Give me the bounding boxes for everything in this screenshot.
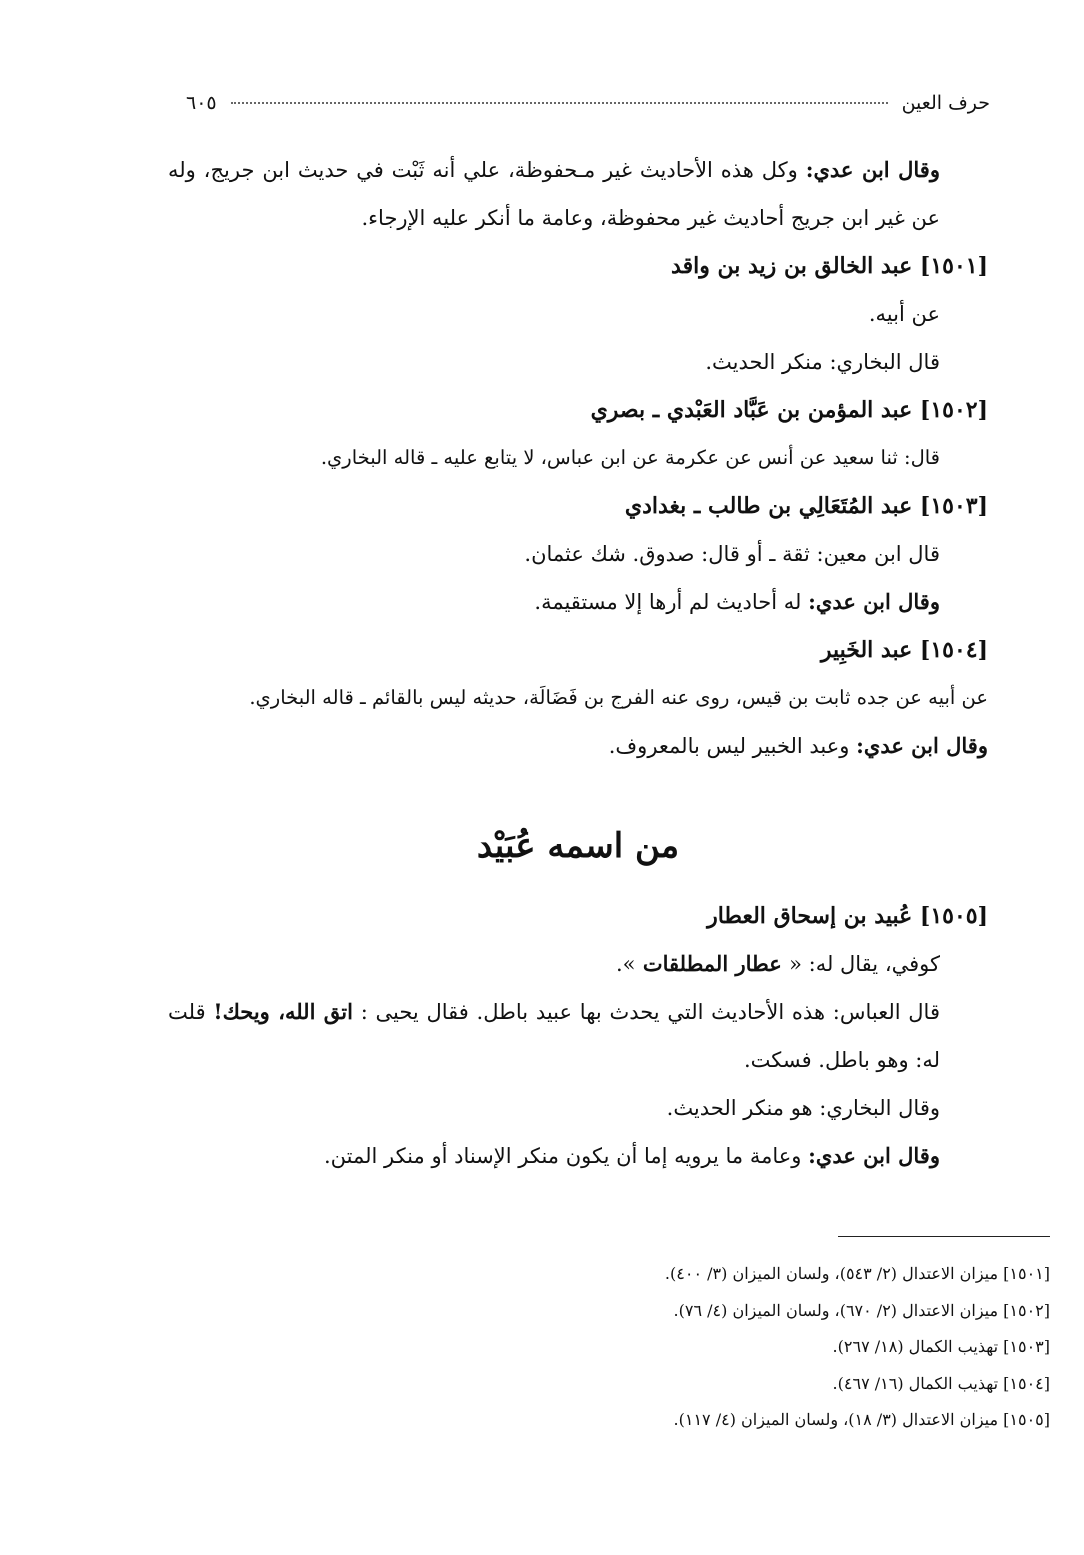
entry-1505-line-2 — [168, 988, 988, 1084]
footnote-1501: [١٥٠١] ميزان الاعتدال (٢/ ٥٤٣)، ولسان الميزان (٣/ ٤٠٠). — [664, 1264, 1050, 1283]
entry-1504-line-2 — [168, 722, 988, 770]
entry-1504-heading: [١٥٠٤] عبد الخَبِير — [820, 637, 988, 663]
page-number: ٦٠٥ — [186, 92, 217, 114]
main-text — [168, 146, 988, 1180]
entry-1505-line-3: وقال البخاري: هو منكر الحديث. — [666, 1096, 940, 1120]
entry-1503-line-2 — [168, 578, 988, 626]
entry-1505-l1-post: ». — [615, 952, 636, 976]
entry-1503-line-1: قال ابن معين: ثقة ـ أو قال: صدوق. شك عثمان. — [524, 542, 940, 566]
entry-1505-l2-a: قال العباس: هذه الأحاديث التي يحدث بها عبيد باطل. فقال يحيى : — [352, 1000, 940, 1024]
entry-1505-l1-bold: عطار المطلقات — [635, 951, 790, 976]
intro-lead: وقال ابن عدي: — [805, 157, 940, 182]
entry-1501-heading: [١٥٠١] عبد الخالق بن زيد بن واقد — [671, 253, 988, 279]
running-title: حرف العين — [901, 92, 990, 114]
entry-1505-line-1 — [168, 940, 988, 988]
page-header — [160, 86, 990, 120]
footnote-1504: [١٥٠٤] تهذيب الكمال (١٦/ ٤٦٧). — [832, 1373, 1050, 1393]
entry-1503-lead: وقال ابن عدي: — [808, 589, 940, 614]
entry-1505-text: وعامة ما يرويه إما أن يكون منكر الإسناد أو منكر المتن. — [323, 1144, 809, 1168]
entry-1505-heading: [١٥٠٥] عُبيد بن إسحاق العطار — [707, 903, 988, 929]
header-dotted-rule — [231, 102, 888, 104]
entry-1502-heading: [١٥٠٢] عبد المؤمن بن عَبَّاد العَبْدي ـ بصري — [590, 397, 988, 423]
entry-1501-line-2: قال البخاري: منكر الحديث. — [705, 350, 940, 374]
entry-1503-text: له أحاديث لم أرها إلا مستقيمة. — [534, 590, 809, 614]
footnote-1502: [١٥٠٢] ميزان الاعتدال (٢/ ٦٧٠)، ولسان الميزان (٤/ ٧٦). — [673, 1300, 1050, 1320]
entry-1504-line-1: عن أبيه عن جده ثابت بن قيس، روى عنه الفرج بن فَضَالَة، حديثه ليس بالقائم ـ قاله البخاري. — [249, 686, 988, 709]
entry-1504-text: وعبد الخبير ليس بالمعروف. — [608, 734, 857, 758]
footnote-1503: [١٥٠٣] تهذيب الكمال (١٨/ ٢٦٧). — [832, 1337, 1050, 1356]
entry-1505-l1-pre: كوفي، يقال له: « — [789, 952, 940, 976]
intro-paragraph — [168, 146, 988, 242]
entry-1501-line-1: عن أبيه. — [868, 302, 940, 326]
intro-text: وكل هذه الأحاديث غير مـحفوظة، علي أنه ثَبْت في حديث ابن جريج، وله عن غير ابن جريج أحاديث غير محفوظة، وعامة ما أنكر عليه الإرجاء. — [168, 158, 940, 230]
footnote-separator — [838, 1236, 1050, 1237]
entry-1504-lead: وقال ابن عدي: — [856, 733, 988, 758]
entry-1502-line-1: قال: ثنا سعيد عن أنس عن عكرمة عن ابن عباس، لا يتابع عليه ـ قاله البخاري. — [320, 446, 940, 469]
entry-1505-lead: وقال ابن عدي: — [808, 1143, 940, 1168]
footnotes — [180, 1256, 1050, 1439]
footnote-1505: [١٥٠٥] ميزان الاعتدال (٣/ ١٨)، ولسان الميزان (٤/ ١١٧). — [673, 1410, 1050, 1429]
entry-1505-line-4 — [168, 1132, 988, 1180]
section-title: من اسمه عُبَيْد — [476, 826, 680, 866]
entry-1505-l2-b: قلت له: وهو باطل. فسكت. — [168, 1000, 940, 1072]
entry-1503-heading: [١٥٠٣] عبد المُتَعَالِي بن طالب ـ بغدادي — [624, 493, 988, 519]
entry-1505-l2-bold: اتق الله، ويحك! — [213, 999, 353, 1024]
